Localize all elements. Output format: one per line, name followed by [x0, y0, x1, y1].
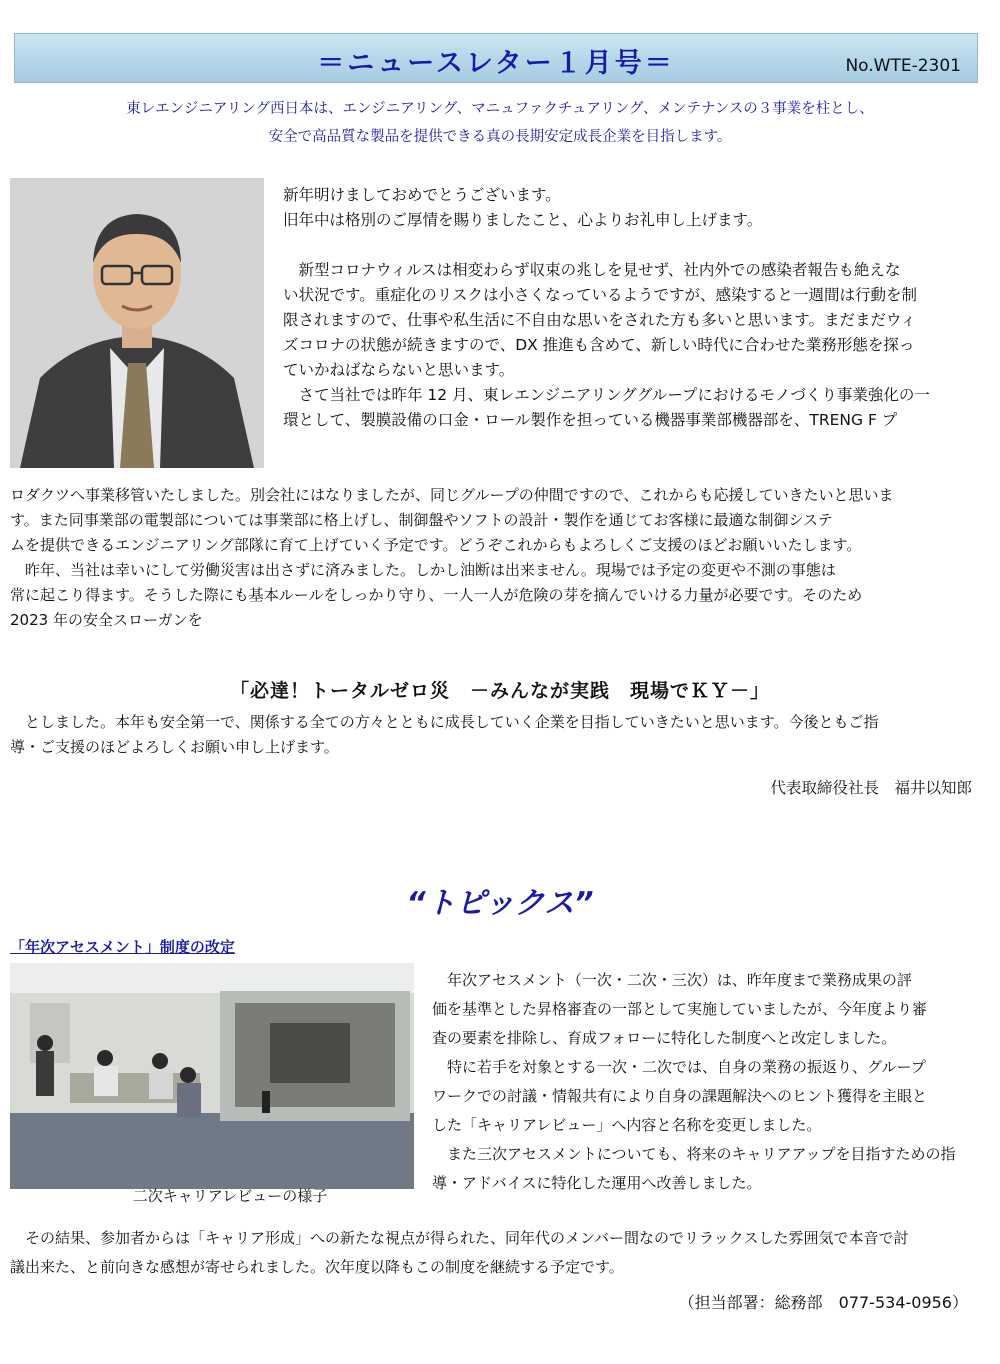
photo-caption: 二次キャリアレビューの様子: [132, 1187, 328, 1205]
greeting-closing-block: [10, 710, 990, 760]
article-right-block: [432, 966, 980, 1198]
article-line: また三次アセスメントについても、将来のキャリアアップを目指すための指: [432, 1145, 956, 1163]
article-line: ワークでの討議・情報共有により自身の課題解決へのヒント獲得を主眼と: [432, 1087, 928, 1105]
greeting-closing-line: としました。本年も安全第一で、関係する全ての方々とともに成長していく企業を目指していきたいと思います。今後ともご指: [10, 713, 879, 731]
greeting-full-block: [10, 483, 990, 633]
mission-line-2: 安全で高品質な製品を提供できる真の長期安定成長企業を目指します。: [268, 129, 732, 145]
greeting-full-line: す。また同事業部の電製部については事業部に格上げし、制御盤やソフトの設計・製作を通じてお客様に最適な制御システ: [10, 511, 833, 529]
topics-heading: “トピックス”: [406, 886, 594, 921]
article-line: 査の要素を排除し、育成フォローに特化した制度へと改定しました。: [432, 1029, 897, 1047]
article-line: 特に若手を対象とする一次・二次では、自身の業務の振返り、グループ: [432, 1058, 926, 1076]
article-line: 価を基準とした昇格審査の一部として実施していましたが、今年度より審: [432, 1000, 928, 1018]
career-review-photo: [10, 963, 414, 1189]
greeting-full-line: 常に起こり得ます。そうした際にも基本ルールをしっかり守り、一人一人が危険の芽を摘んでいける力量が必要です。そのため: [10, 586, 863, 604]
article-full-block: [10, 1224, 990, 1282]
article-title: 「年次アセスメント」制度の改定: [10, 938, 235, 956]
greeting-line: ズコロナの状態が続きますので、DX 推進も含めて、新しい時代に合わせた業務形態を探っ: [283, 336, 915, 354]
greeting-full-line: 2023 年の安全スローガンを: [10, 611, 203, 629]
greeting-full-line: ムを提供できるエンジニアリング部隊に育て上げていく予定です。どうぞこれからもよろしくご支援のほどお願いいたします。: [10, 536, 862, 554]
portrait-illustration: [10, 178, 264, 468]
greeting-line: 限されますので、仕事や私生活に不自由な思いをされた方も多いと思います。まだまだウィ: [283, 311, 917, 329]
article-full-line: 議出来た、と前向きな感想が寄せられました。次年度以降もこの制度を継続する予定です。: [10, 1258, 624, 1276]
greeting-line: ていかねばならないと思います。: [283, 361, 515, 379]
greeting-line: さて当社では昨年 12 月、東レエンジニアリンググループにおけるモノづくり事業強化の一: [283, 386, 930, 404]
article-line: 導・アドバイスに特化した運用へ改善しました。: [432, 1174, 762, 1192]
signature: 代表取締役社長 福井以知郎: [770, 779, 972, 797]
greeting-full-line: ロダクツへ事業移管いたしました。別会社にはなりましたが、同じグループの仲間ですので、これからも応援していきたいと思いま: [10, 486, 894, 504]
article-line: 年次アセスメント（一次・二次・三次）は、昨年度まで業務成果の評: [432, 971, 912, 989]
meeting-room-illustration: [10, 963, 414, 1189]
greeting-line: 旧年中は格別のご厚情を賜りましたこと、心よりお礼申し上げます。: [283, 211, 763, 229]
contact-info: （担当部署：総務部 077-534-0956）: [678, 1293, 968, 1312]
president-portrait: [10, 178, 264, 468]
newsletter-title: ＝ニュースレター１月号＝: [317, 48, 675, 79]
greeting-line: 環として、製膜設備の口金・ロール製作を担っている機器事業部機器部を、TRENG F プ: [283, 411, 898, 429]
article-line: した「キャリアレビュー」へ内容と名称を変更しました。: [432, 1116, 822, 1134]
greeting-line: 新年明けましておめでとうございます。: [283, 186, 561, 204]
greeting-line: 新型コロナウィルスは相変わらず収束の兆しを見せず、社内外での感染者報告も絶えな: [283, 261, 901, 279]
greeting-full-line: 昨年、当社は幸いにして労働災害は出さずに済みました。しかし油断は出来ません。現場では予定の変更や不測の事態は: [10, 561, 836, 579]
greeting-closing-line: 導・ご支援のほどよろしくお願い申し上げます。: [10, 738, 339, 756]
issue-number: No.WTE-2301: [845, 56, 961, 76]
greeting-line: い状況です。重症化のリスクは小さくなっているようですが、感染すると一週間は行動を制: [283, 286, 917, 304]
safety-slogan: 「必達！トータルゼロ災 －みんなが実践 現場でＫＹ－」: [229, 680, 770, 702]
greeting-line: [283, 233, 983, 258]
greeting-lines-block: [283, 183, 983, 433]
article-full-line: その結果、参加者からは「キャリア形成」への新たな視点が得られた、同年代のメンバー間なのでリラックスした雰囲気で本音で討: [10, 1229, 909, 1247]
newsletter-banner: [14, 33, 978, 83]
mission-line-1: 東レエンジニアリング西日本は、エンジニアリング、マニュファクチュアリング、メンテナンスの３事業を柱とし、: [126, 101, 874, 117]
